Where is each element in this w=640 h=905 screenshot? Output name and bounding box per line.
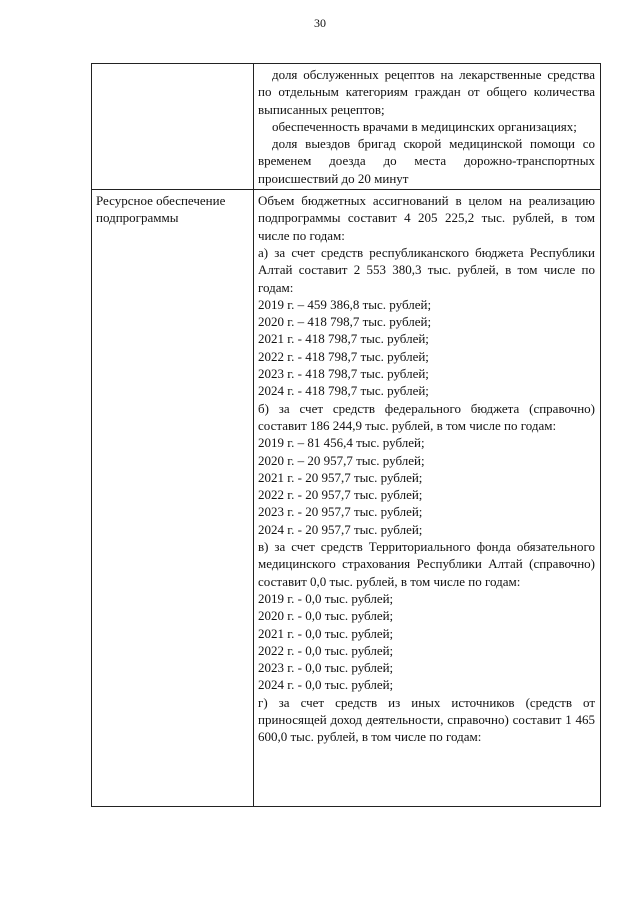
resource-support-cell	[254, 190, 601, 807]
funding-section-a: а) за счет средств республиканского бюджета Республики Алтай составит 2 553 380,3 тыс. рублей, в том числе по годам:	[258, 244, 595, 295]
funding-year-line: 2020 г. - 0,0 тыс. рублей;	[258, 608, 394, 624]
row-label-cell	[92, 64, 254, 190]
funding-year-line: 2019 г. – 81 456,4 тыс. рублей;	[258, 435, 425, 451]
funding-year-line: 2022 г. - 418 798,7 тыс. рублей;	[258, 348, 429, 364]
page-number: 30	[314, 16, 326, 30]
funding-section-g: г) за счет средств из иных источников (средств от приносящей доход деятельности, справочно) составит 1 465 600,0 тыс. рублей, в том числе по годам:	[258, 694, 595, 745]
funding-year-line: 2023 г. - 0,0 тыс. рублей;	[258, 660, 394, 676]
funding-intro: Объем бюджетных ассигнований в целом на реализацию подпрограммы составит 4 205 225,2 тыс. рублей, в том числе по годам:	[258, 193, 595, 243]
funding-year-line: 2019 г. – 459 386,8 тыс. рублей;	[258, 296, 432, 312]
funding-year-line: 2021 г. - 20 957,7 тыс. рублей;	[258, 469, 423, 485]
funding-section-v: в) за счет средств Территориального фонда обязательного медицинского страхования Республики Алтай (справочно) составит 0,0 тыс. рублей, в том числе по годам:	[258, 539, 595, 589]
table-row	[92, 64, 601, 190]
indicator-paragraph: обеспеченность врачами в медицинских организациях;	[272, 118, 577, 134]
funding-year-line: 2021 г. - 418 798,7 тыс. рублей;	[258, 331, 429, 347]
funding-year-line: 2023 г. - 20 957,7 тыс. рублей;	[258, 504, 423, 520]
subprogram-passport-table	[91, 63, 601, 807]
funding-year-line: 2023 г. - 418 798,7 тыс. рублей;	[258, 366, 429, 382]
table-row	[92, 190, 601, 807]
resource-support-label: Ресурсное обеспечение подпрограммы	[96, 193, 226, 226]
indicator-paragraph: доля выездов бригад скорой медицинской помощи со временем доезда до места дорожно-транспортных происшествий до 20 минут	[258, 136, 595, 186]
funding-year-line: 2022 г. - 20 957,7 тыс. рублей;	[258, 487, 423, 503]
indicators-cell	[254, 64, 601, 190]
funding-year-line: 2022 г. - 0,0 тыс. рублей;	[258, 642, 394, 658]
funding-year-line: 2019 г. - 0,0 тыс. рублей;	[258, 590, 394, 606]
funding-year-line: 2020 г. – 20 957,7 тыс. рублей;	[258, 452, 425, 468]
funding-year-line: 2024 г. - 20 957,7 тыс. рублей;	[258, 521, 423, 537]
funding-year-line: 2021 г. - 0,0 тыс. рублей;	[258, 625, 394, 641]
funding-year-line: 2024 г. - 0,0 тыс. рублей;	[258, 677, 394, 693]
funding-year-line: 2024 г. - 418 798,7 тыс. рублей;	[258, 383, 429, 399]
row-label-cell	[92, 190, 254, 807]
indicator-paragraph: доля обслуженных рецептов на лекарственные средства по отдельным категориям граждан от общего количества выписанных рецептов;	[258, 67, 595, 117]
funding-year-line: 2020 г. – 418 798,7 тыс. рублей;	[258, 314, 432, 330]
funding-section-b: б) за счет средств федерального бюджета (справочно) составит 186 244,9 тыс. рублей, в том числе по годам:	[258, 400, 595, 433]
